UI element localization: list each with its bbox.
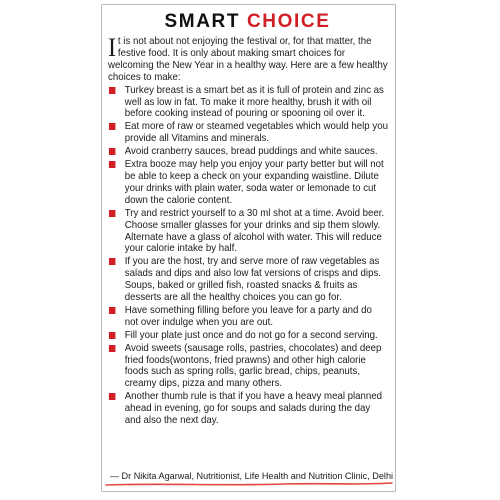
tip-text: Eat more of raw or steamed vegetables which would help you provide all Vitamins and minerals. (124, 121, 388, 145)
tip-item (108, 391, 388, 427)
tip-text: Extra booze may help you enjoy your party better but will not be able to keep a check on your expanding waistline. Dilute your drinks with plain water, soda water or lemonade to cut down the calorie content. (124, 159, 384, 206)
square-bullet-icon (109, 123, 116, 130)
tips-list (108, 85, 388, 427)
tip-text: Fill your plate just once and do not go for a second serving. (124, 329, 378, 341)
author-signature: — Dr Nikita Agarwal, Nutritionist, Life Health and Nutrition Clinic, Delhi (109, 471, 394, 482)
article-body (108, 33, 388, 427)
square-bullet-icon (109, 87, 116, 94)
tip-text: Avoid sweets (sausage rolls, pastries, chocolates) and deep fried foods(wontons, fried prawns) and other high calorie foods such as spring rolls, garlic bread, chips, peanuts, creamy dips, pizza and many others. (124, 342, 382, 390)
square-bullet-icon (109, 345, 116, 352)
square-bullet-icon (109, 307, 116, 314)
tip-item (108, 256, 388, 304)
tip-item (108, 305, 388, 329)
article-box (101, 4, 396, 492)
square-bullet-icon (109, 148, 116, 155)
article-title (108, 11, 387, 33)
tip-item (108, 330, 388, 342)
intro-text: t is not about not enjoying the festival or, for that matter, the festive food. It is only about making smart choices for welcoming the New Year in a healthy way. Here are a few healthy choices to make: (108, 36, 388, 83)
tip-item (108, 208, 388, 256)
tip-item (108, 85, 388, 121)
tip-item (108, 343, 388, 391)
tip-item (108, 159, 388, 207)
tip-item (108, 121, 388, 145)
square-bullet-icon (109, 210, 116, 217)
tip-text: Turkey breast is a smart bet as it is full of protein and zinc as well as low in fat. To make it more healthy, brush it with oil before cooking instead of pouring or spooning oil over it. (124, 84, 384, 120)
tip-text: Have something filling before you leave for a party and do not over indulge when you are out. (124, 304, 372, 328)
intro-paragraph (108, 33, 388, 84)
square-bullet-icon (109, 258, 116, 265)
tip-text: If you are the host, try and serve more of raw vegetables as salads and dips and also low fat versions of crisps and dips. Soups, baked or grilled fish, roasted snacks & fruits as desserts are all the healthy choices you can go for. (124, 256, 381, 304)
article-content (108, 11, 394, 487)
title-word-choice: CHOICE (246, 11, 331, 32)
red-underline-mark (104, 480, 394, 488)
tip-text: Avoid cranberry sauces, bread puddings and white sauces. (124, 146, 378, 158)
tip-text: Another thumb rule is that if you have a heavy meal planned ahead in evening, go for soups and salads during the day and also the next day. (124, 391, 383, 427)
square-bullet-icon (109, 393, 116, 400)
drop-cap: I (108, 33, 117, 62)
square-bullet-icon (109, 332, 116, 339)
title-word-smart: SMART (164, 11, 241, 32)
tip-text: Try and restrict yourself to a 30 ml shot at a time. Avoid beer. Choose smaller glasses for your drinks and sip them slowly. Alternate have a glass of alcohol with water. This will reduce your calorie intake by half. (124, 207, 385, 255)
square-bullet-icon (109, 161, 116, 168)
tip-item (108, 146, 388, 158)
